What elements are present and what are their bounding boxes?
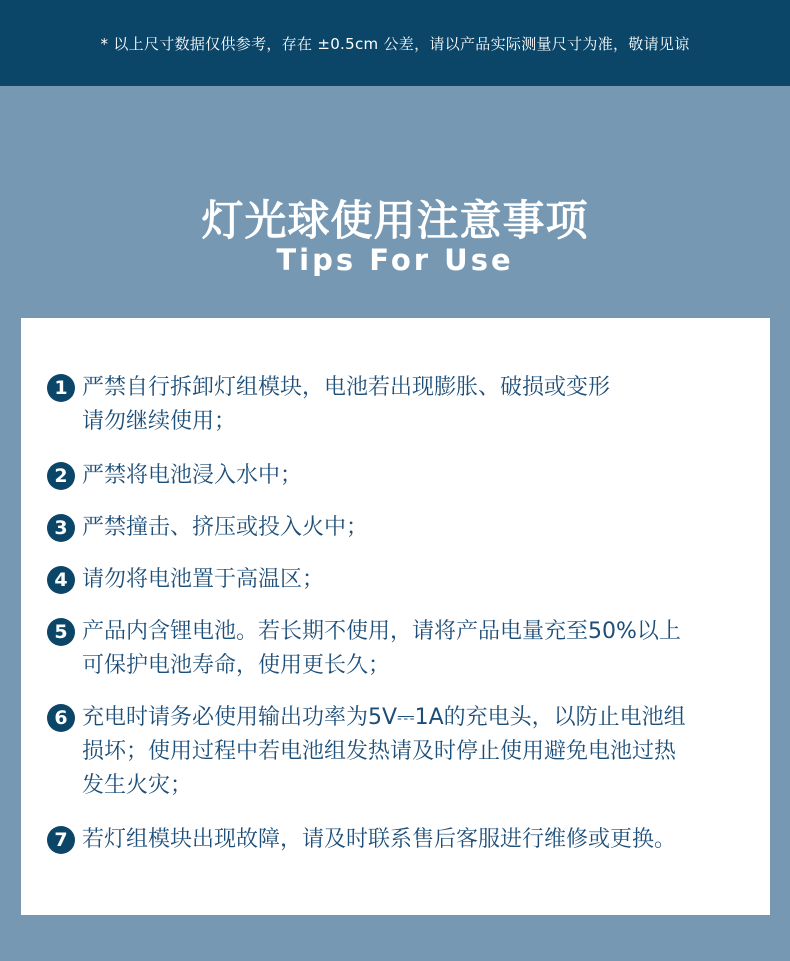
disclaimer-text: * 以上尺寸数据仅供参考，存在 ±0.5cm 公差，请以产品实际测量尺寸为准，敬请见谅 — [100, 34, 690, 53]
tip-text: 产品内含锂电池。若长期不使用，请将产品电量充至50%以上 可保护电池寿命，使用更长久； — [82, 619, 681, 678]
tip-item-6 — [47, 701, 757, 803]
tip-text: 严禁自行拆卸灯组模块，电池若出现膨胀、破损或变形 请勿继续使用； — [82, 375, 611, 434]
tip-number-badge: 3 — [47, 514, 75, 542]
tip-number-badge: 7 — [47, 826, 75, 854]
tip-number-badge: 2 — [47, 462, 75, 490]
tip-number-badge: 4 — [47, 566, 75, 594]
tip-item-1 — [47, 371, 757, 439]
tip-number-badge: 1 — [47, 374, 75, 402]
tip-item-4 — [47, 563, 757, 597]
tip-item-5 — [47, 615, 757, 683]
page-subtitle: Tips For Use — [276, 243, 514, 277]
tip-number-badge: 5 — [47, 618, 75, 646]
tips-card — [21, 318, 770, 915]
page-title: 灯光球使用注意事项 — [201, 196, 589, 245]
tip-number-badge: 6 — [47, 704, 75, 732]
tip-text: 若灯组模块出现故障，请及时联系售后客服进行维修或更换。 — [82, 827, 677, 852]
tip-item-7 — [47, 823, 757, 857]
top-banner — [0, 0, 790, 86]
tip-text: 严禁将电池浸入水中； — [82, 463, 303, 488]
tip-text: 充电时请务必使用输出功率为5V⎓1A的充电头，以防止电池组 损坏；使用过程中若电池组发热请及时停止使用避免电池过热 发生火灾； — [82, 705, 686, 798]
tip-item-3 — [47, 511, 757, 545]
tip-text: 严禁撞击、挤压或投入火中； — [82, 515, 369, 540]
tip-text: 请勿将电池置于高温区； — [82, 567, 325, 592]
tip-item-2 — [47, 459, 757, 493]
